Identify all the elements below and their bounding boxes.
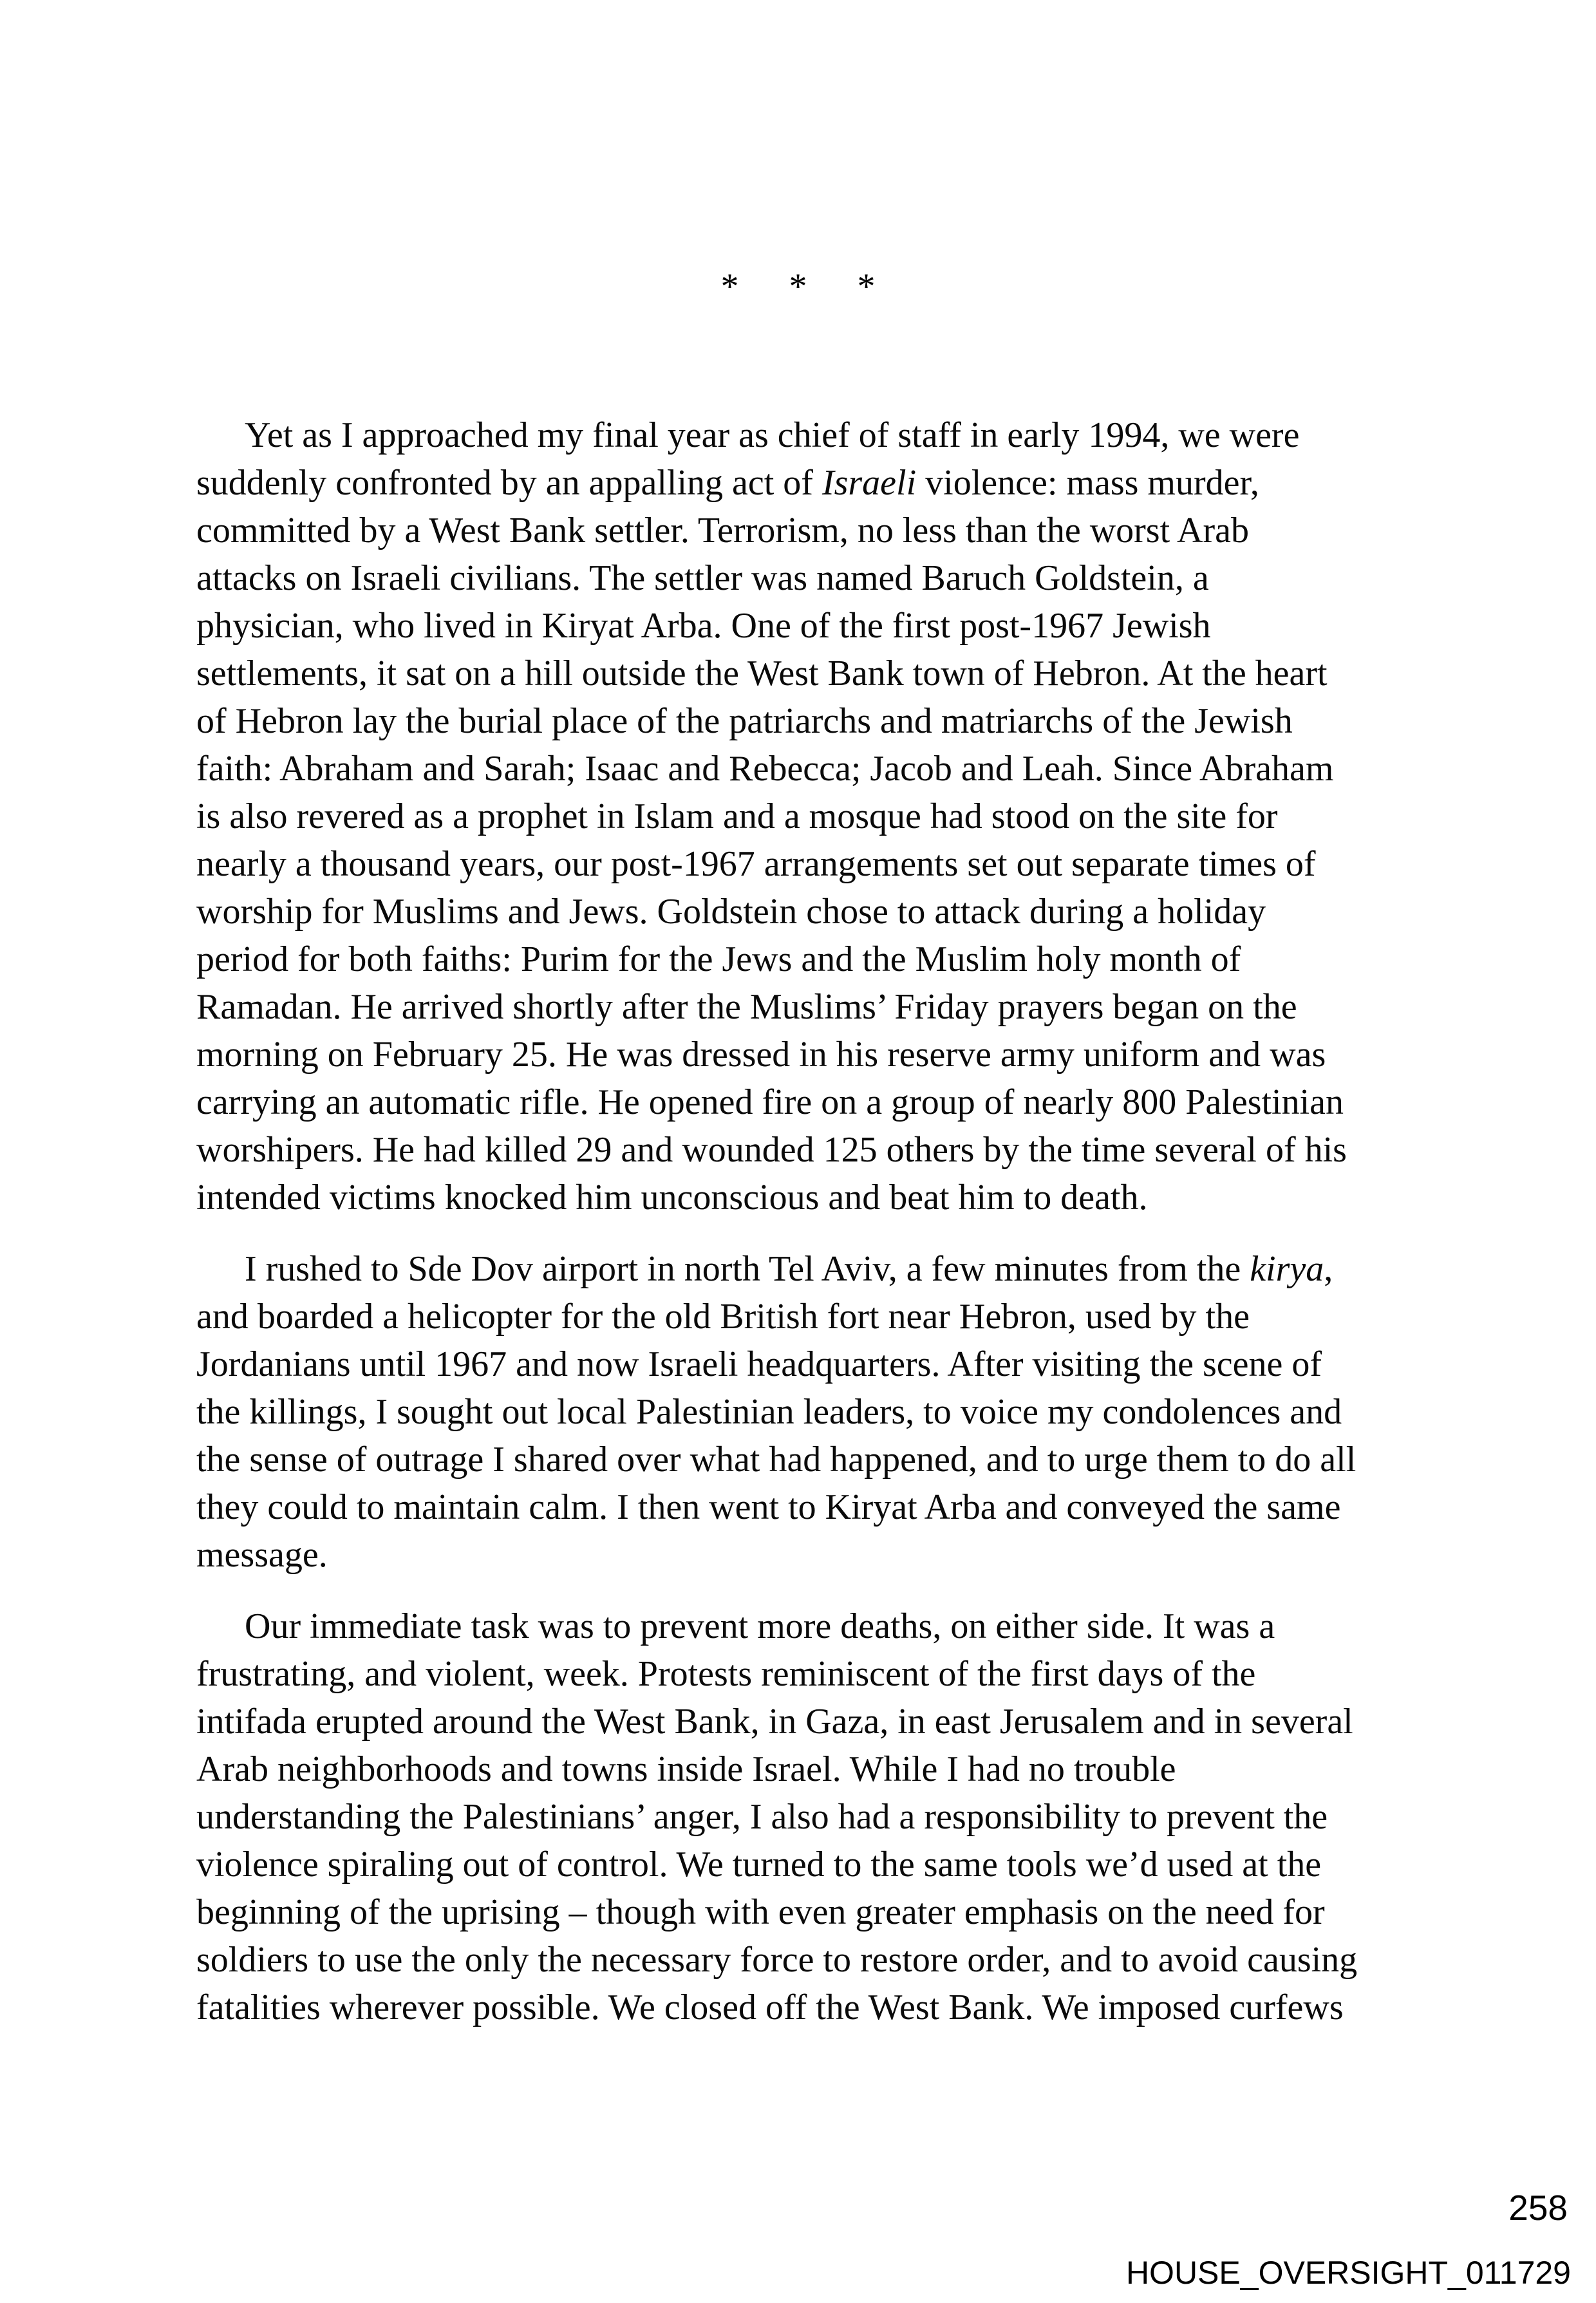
asterisk-glyph: * xyxy=(857,267,876,306)
text-line-segment: , xyxy=(1324,1249,1333,1289)
text-line-segment: of Hebron lay the burial place of the patriarchs and matriarchs of the Jewish xyxy=(196,701,1293,741)
asterisk-glyph: * xyxy=(789,267,807,306)
text-line-segment: physician, who lived in Kiryat Arba. One of the first post-1967 Jewish xyxy=(196,606,1211,646)
text-line-segment: soldiers to use the only the necessary force to restore order, and to avoid causing xyxy=(196,1940,1358,1980)
text-line-segment: worshipers. He had killed 29 and wounded 125 others by the time several of his xyxy=(196,1130,1347,1170)
text-line-segment: morning on February 25. He was dressed in his reserve army uniform and was xyxy=(196,1035,1326,1075)
text-line-segment: Our immediate task was to prevent more deaths, on either side. It was a xyxy=(245,1606,1275,1646)
text-line-segment: nearly a thousand years, our post-1967 arrangements set out separate times of xyxy=(196,844,1316,884)
text-line-segment: Jordanians until 1967 and now Israeli headquarters. After visiting the scene of xyxy=(196,1344,1322,1384)
text-line-segment: I rushed to Sde Dov airport in north Tel Aviv, a few minutes from the xyxy=(245,1249,1250,1289)
text-line-segment: and boarded a helicopter for the old British fort near Hebron, used by the xyxy=(196,1297,1250,1337)
text-line-segment: understanding the Palestinians’ anger, I also had a responsibility to prevent the xyxy=(196,1797,1328,1837)
text-line-segment: beginning of the uprising – though with even greater emphasis on the need for xyxy=(196,1892,1325,1932)
text-line-segment: the killings, I sought out local Palestinian leaders, to voice my condolences and xyxy=(196,1392,1342,1432)
text-line-segment: Ramadan. He arrived shortly after the Muslims’ Friday prayers began on the xyxy=(196,987,1297,1027)
page-number: 258 xyxy=(1508,2188,1568,2228)
text-line-segment: intifada erupted around the West Bank, in Gaza, in east Jerusalem and in several xyxy=(196,1702,1353,1742)
text-line-segment: committed by a West Bank settler. Terrorism, no less than the worst Arab xyxy=(196,511,1249,550)
text-line-segment: carrying an automatic rifle. He opened fire on a group of nearly 800 Palestinian xyxy=(196,1082,1344,1122)
text-line-segment: period for both faiths: Purim for the Jews and the Muslim holy month of xyxy=(196,939,1241,979)
body-text xyxy=(196,411,1420,2055)
text-line-segment: Arab neighborhoods and towns inside Israel. While I had no trouble xyxy=(196,1749,1176,1789)
text-line-segment: kirya xyxy=(1250,1249,1324,1289)
text-line-segment: the sense of outrage I shared over what had happened, and to urge them to do all xyxy=(196,1440,1357,1480)
text-line-segment: attacks on Israeli civilians. The settler was named Baruch Goldstein, a xyxy=(196,558,1209,598)
paragraph xyxy=(196,1245,1420,1579)
text-line-segment: intended victims knocked him unconscious and beat him to death. xyxy=(196,1178,1148,1217)
text-line-segment: settlements, it sat on a hill outside the West Bank town of Hebron. At the heart xyxy=(196,653,1328,693)
text-line-segment: suddenly confronted by an appalling act of xyxy=(196,463,822,503)
asterisk-glyph: * xyxy=(720,267,739,306)
text-line-segment: worship for Muslims and Jews. Goldstein chose to attack during a holiday xyxy=(196,892,1266,932)
text-line-segment: is also revered as a prophet in Islam and a mosque had stood on the site for xyxy=(196,796,1278,836)
section-break xyxy=(0,263,1596,310)
text-line-segment: faith: Abraham and Sarah; Isaac and Rebecca; Jacob and Leah. Since Abraham xyxy=(196,749,1334,789)
paragraph xyxy=(196,411,1420,1221)
text-line-segment: Yet as I approached my final year as chief of staff in early 1994, we were xyxy=(245,415,1300,455)
text-line-segment: fatalities wherever possible. We closed off the West Bank. We imposed curfews xyxy=(196,1988,1344,2027)
text-line-segment: violence spiraling out of control. We turned to the same tools we’d used at the xyxy=(196,1845,1322,1885)
paragraph xyxy=(196,1603,1420,2031)
text-line-segment: frustrating, and violent, week. Protests reminiscent of the first days of the xyxy=(196,1654,1256,1694)
text-line-segment: they could to maintain calm. I then went to Kiryat Arba and conveyed the same xyxy=(196,1487,1341,1527)
text-line-segment: message. xyxy=(196,1535,328,1575)
text-line-segment: violence: mass murder, xyxy=(916,463,1259,503)
bates-stamp: HOUSE_OVERSIGHT_011729 xyxy=(1125,2255,1571,2291)
text-line-segment: Israeli xyxy=(821,463,917,503)
